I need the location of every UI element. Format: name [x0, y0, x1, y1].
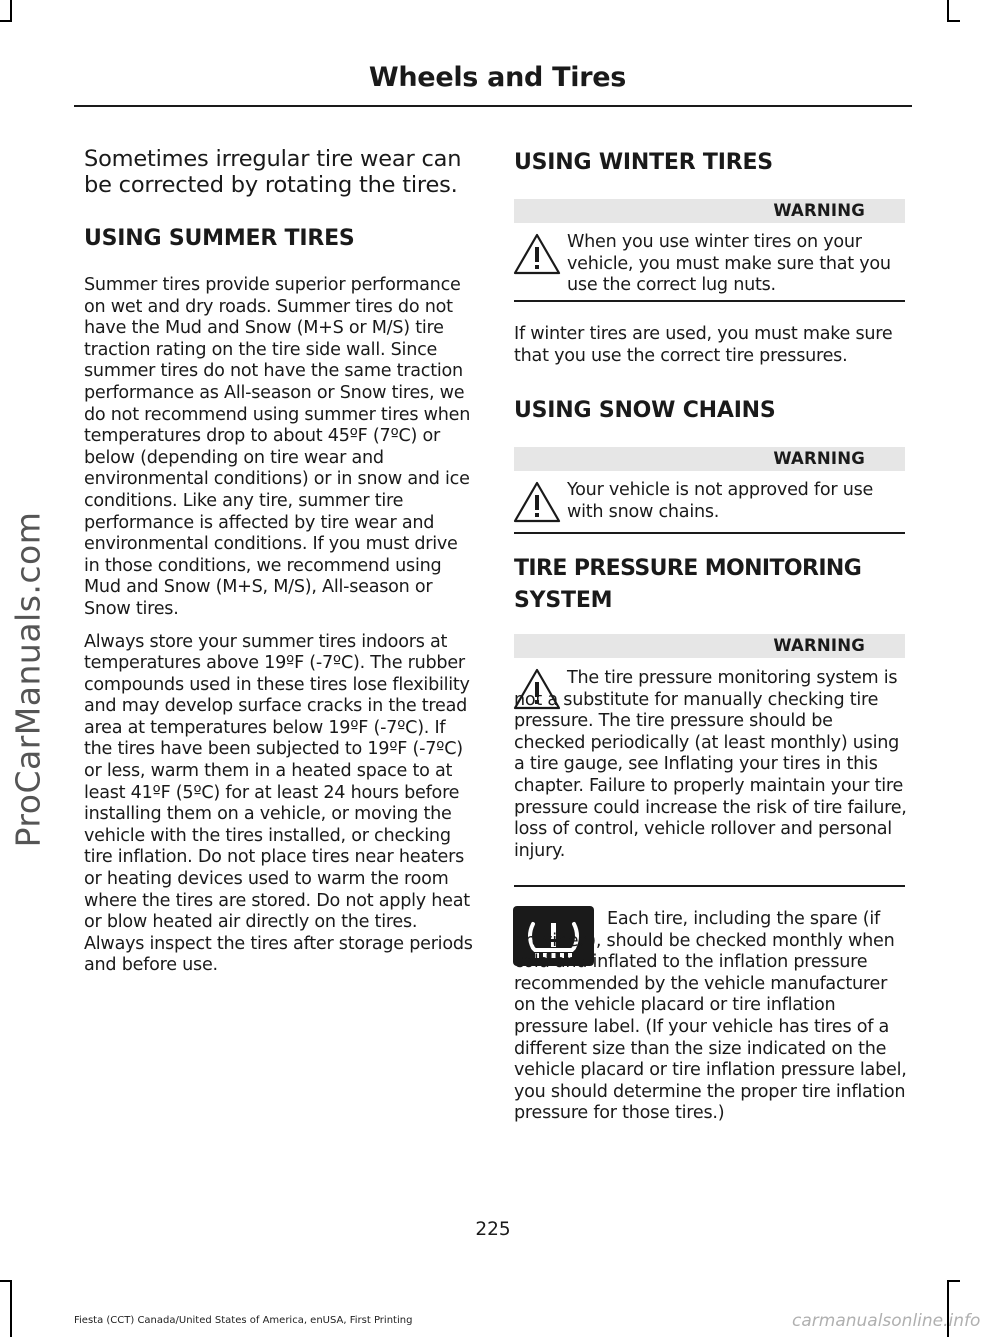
- winter-tires-heading: USING WINTER TIRES: [514, 150, 773, 175]
- snow-chains-heading: USING SNOW CHAINS: [514, 398, 776, 423]
- crop-mark: [10, 1280, 12, 1337]
- chains-warning-text: Your vehicle is not approved for use with snow chains.: [567, 480, 874, 522]
- page-number: 225: [475, 1219, 511, 1240]
- left-column: [84, 146, 476, 977]
- footer-print-info: Fiesta (CCT) Canada/United States of America, enUSA, First Printing: [74, 1315, 413, 1326]
- summer-tires-heading: USING SUMMER TIRES: [84, 226, 355, 251]
- warning-label: WARNING: [773, 201, 865, 220]
- warning-label: WARNING: [773, 636, 865, 655]
- crop-mark: [947, 1280, 960, 1282]
- warning-label: WARNING: [773, 449, 865, 468]
- tpms-heading-line-2: SYSTEM: [514, 588, 613, 613]
- tpms-warning-text: The tire pressure monitoring system is not a substitute for manually checking tire pressure. The tire pressure should be checked periodically (at least monthly) using a tire gauge, see Inflating your tires in this chapter. Failure to properly maintain your tire pressure could increase the risk of tire failure, loss of control, vehicle rollover and personal injury.: [514, 668, 907, 861]
- summer-paragraph-1: Summer tires provide superior performance on wet and dry roads. Summer tires do not have the Mud and Snow (M+S or M/S) tire traction rating on the tire side wall. Since summer tires do not have the same traction performance as All-season or Snow tires, we do not recommend using summer tires when temperatures drop to about 45ºF (7ºC) or below (depending on tire wear and environmental conditions) or in snow and ice conditions. Like any tire, summer tire performance is affected by tire wear and environmental conditions. If you must drive in those conditions, we recommend using Mud and Snow (M+S, M/S), All-season or Snow tires.: [84, 275, 471, 619]
- warning-bar: [514, 634, 905, 658]
- crop-mark: [947, 0, 949, 22]
- warning-bar: [514, 199, 905, 223]
- intro-paragraph: Sometimes irregular tire wear can be corrected by rotating the tires.: [84, 146, 462, 198]
- tpms-heading-line-1: TIRE PRESSURE MONITORING: [514, 556, 862, 581]
- warning-triangle-icon: [513, 480, 561, 524]
- warning-rule: [514, 885, 905, 887]
- crop-mark: [0, 1280, 12, 1282]
- crop-mark: [10, 0, 12, 22]
- warning-bar: [514, 447, 905, 471]
- winter-paragraph: If winter tires are used, you must make sure that you use the correct tire pressures.: [514, 324, 893, 366]
- sidebar-site-label: ProCarManuals.com: [8, 511, 48, 848]
- crop-mark: [0, 20, 12, 22]
- tpms-paragraph: Each tire, including the spare (if provided), should be checked monthly when cold and inflated to the inflation pressure recommended by the vehicle manufacturer on the vehicle placard or tire inflation pressure label. (If your vehicle has tires of a different size than the size indicated on the vehicle placard or tire inflation pressure label, you should determine the proper tire inflation pressure for those tires.): [514, 909, 907, 1124]
- winter-warning-text: When you use winter tires on your vehicle, you must make sure that you use the correct lug nuts.: [567, 232, 891, 296]
- crop-mark: [947, 20, 960, 22]
- warning-rule: [514, 532, 905, 534]
- header-rule: [74, 105, 912, 107]
- footer-watermark: carmanualsonline.info: [792, 1311, 981, 1331]
- warning-triangle-icon: [513, 232, 561, 276]
- page-title: Wheels and Tires: [368, 62, 626, 93]
- warning-rule: [514, 300, 905, 302]
- summer-paragraph-2: Always store your summer tires indoors at temperatures above 19ºF (-7ºC). The rubber compounds used in these tires lose flexibility and may develop surface cracks in the tread area at temperatures below 19ºF (-7ºC). If the tires have been subjected to 19ºF (-7ºC) or less, warm them in a heated space to at least 41ºF (5ºC) for at least 24 hours before installing them on a vehicle, or moving the vehicle with the tires installed, or checking tire inflation. Do not place tires near heaters or heating devices used to warm the room where the tires are stored. Do not apply heat or blow heated air directly on the tires. Always inspect the tires after storage periods and before use.: [84, 631, 473, 976]
